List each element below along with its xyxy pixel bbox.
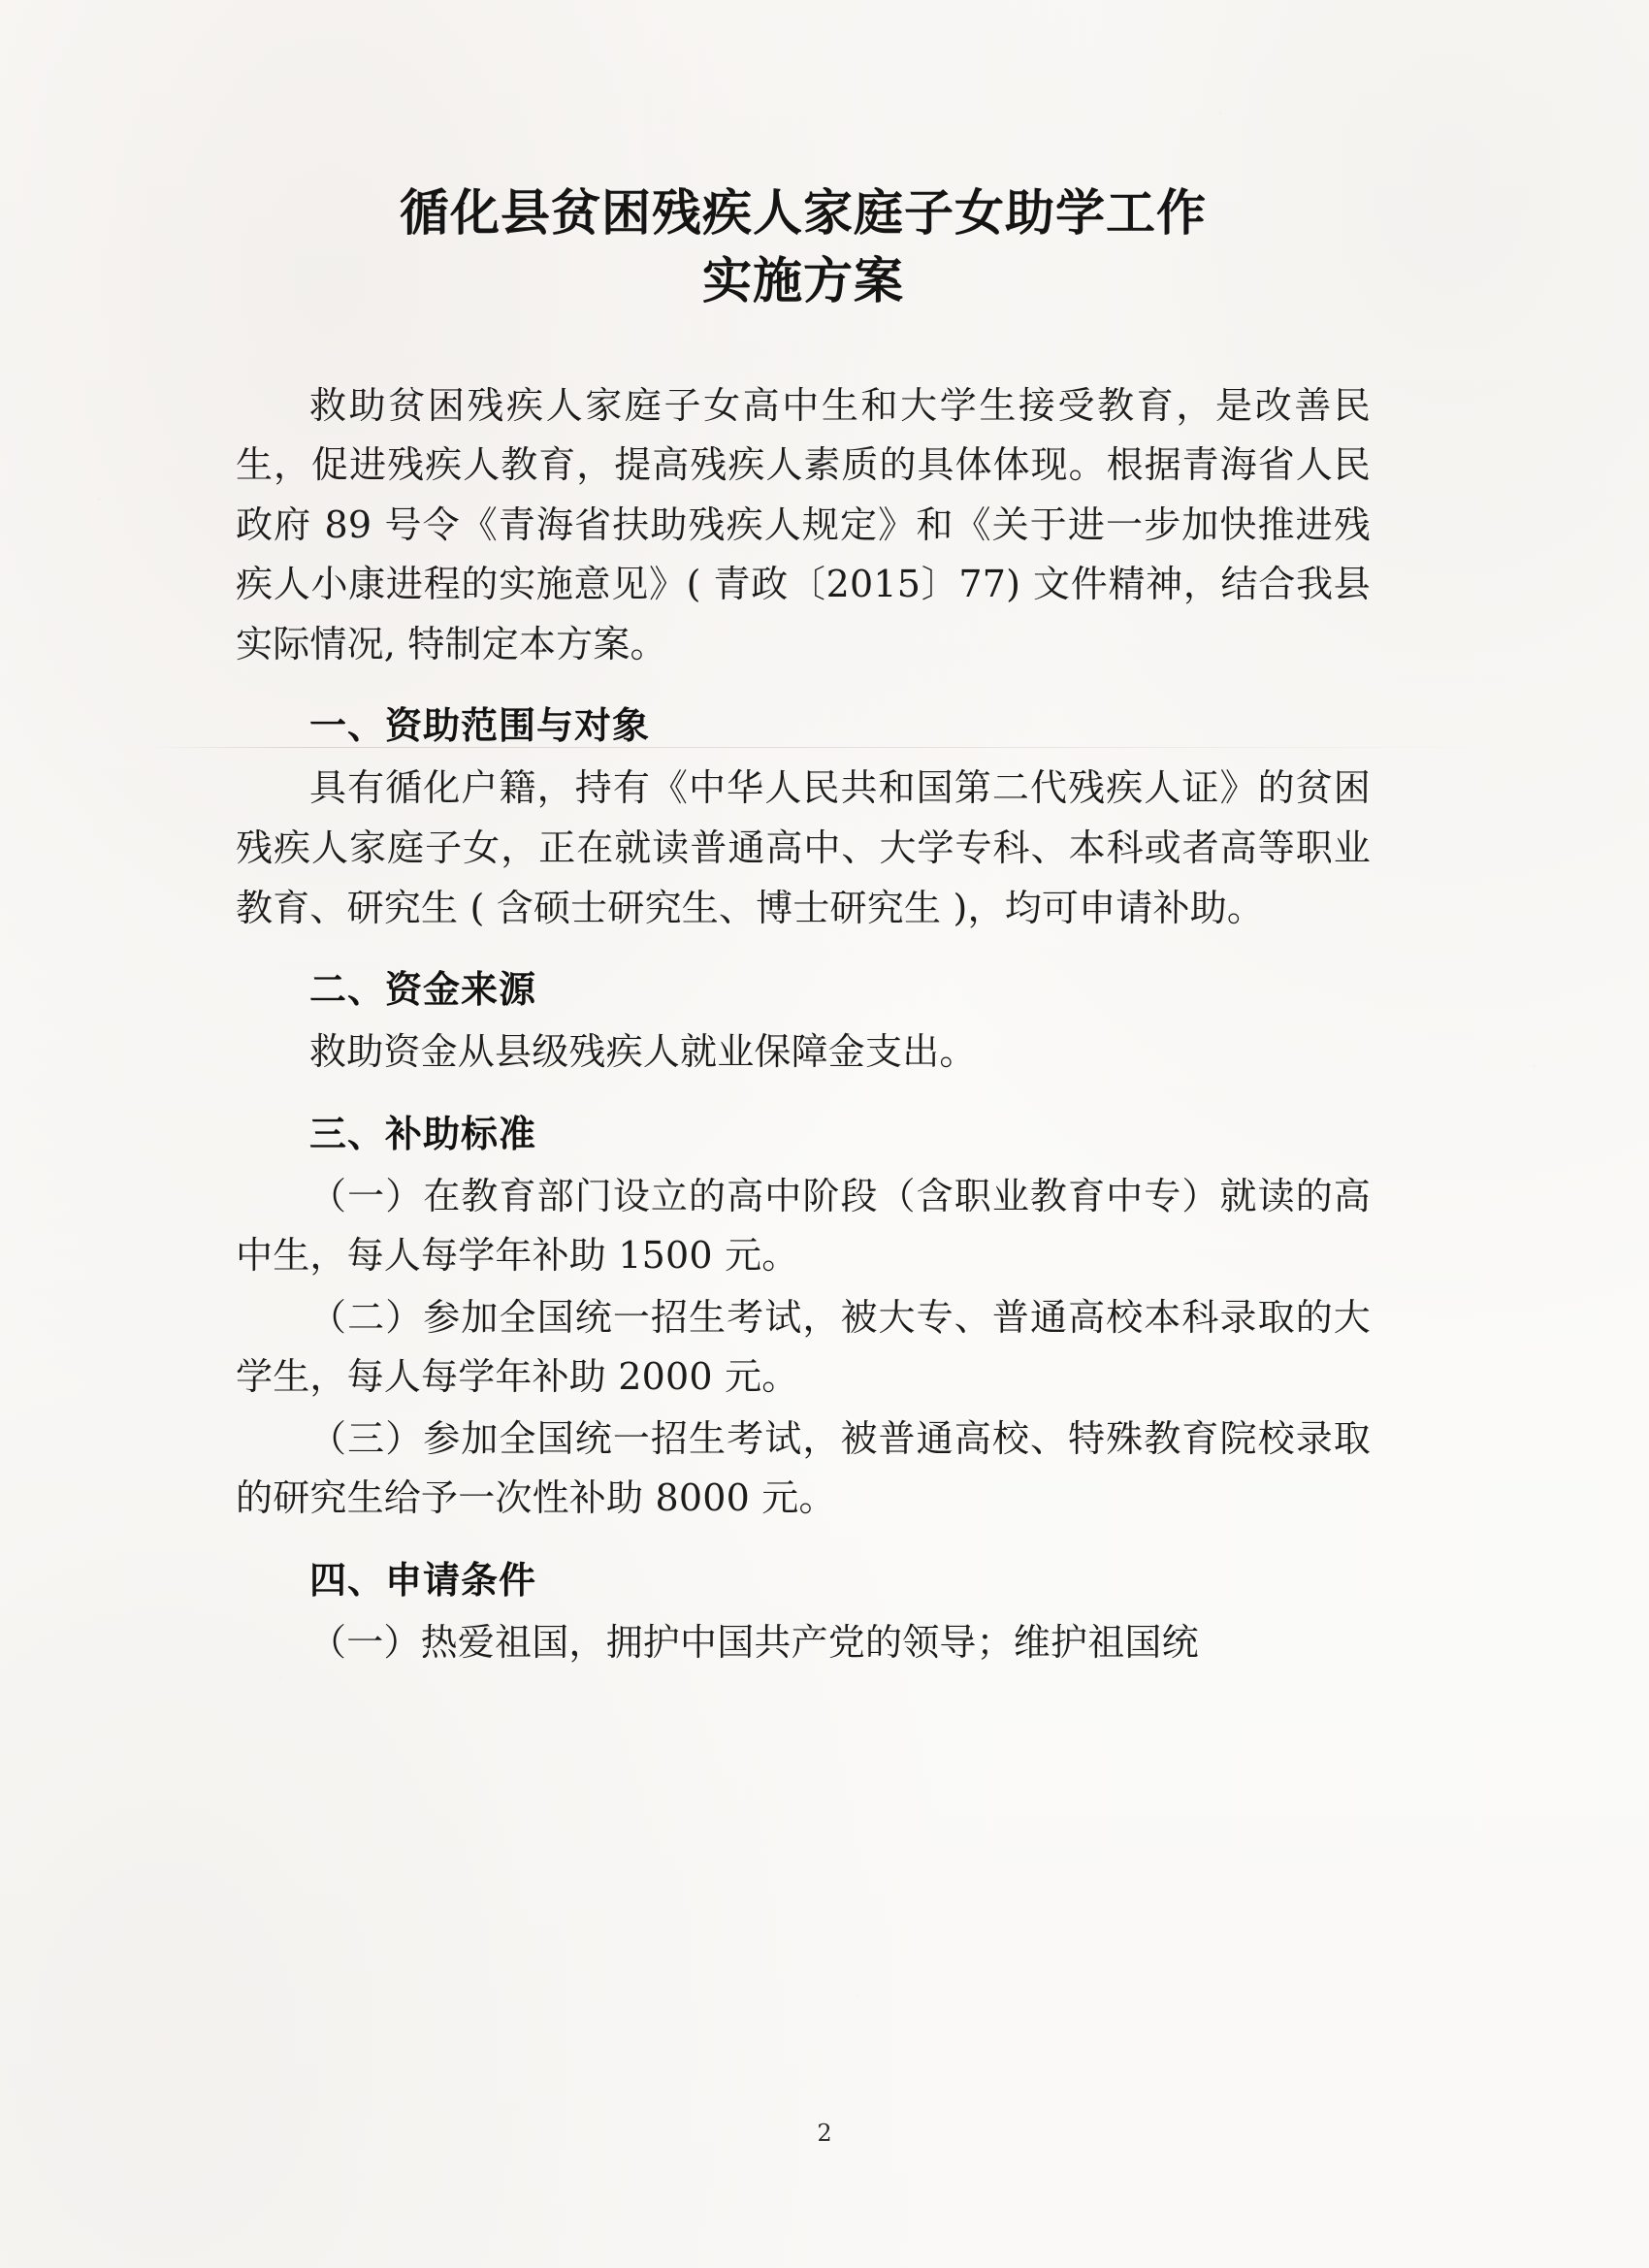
title-line-2: 实施方案 (701, 252, 904, 311)
document-content (236, 0, 1371, 1675)
section-3-paragraph-2: （二）参加全国统一招生考试，被大专、普通高校本科录取的大学生，每人每学年补助 2000 元。 (236, 1295, 1371, 1399)
page-number: 2 (817, 2120, 832, 2147)
section-1-paragraph-1: 具有循化户籍，持有《中华人民共和国第二代残疾人证》的贫困残疾人家庭子女，正在就读普通高中、大学专科、本科或者高等职业教育、研究生 ( 含硕士研究生、博士研究生 )，均可申请补助。 (236, 766, 1371, 929)
section-heading-1: 一、资助范围与对象 (309, 703, 651, 748)
section-2-paragraph-1: 救助资金从县级残疾人就业保障金支出。 (309, 1030, 977, 1074)
intro-paragraph: 救助贫困残疾人家庭子女高中生和大学生接受教育，是改善民生，促进残疾人教育，提高残疾人素质的具体体现。根据青海省人民政府 89 号令《青海省扶助残疾人规定》和《关于进一步加快推进残疾人小康进程的实施意见》( 青政〔2015〕77) 文件精神，结合我县实际情况, 特制定本方案。 (236, 383, 1371, 665)
title-line-1: 循化县贫困残疾人家庭子女助学工作 (399, 184, 1207, 243)
document-body (236, 376, 1371, 1673)
section-heading-3: 三、补助标准 (309, 1111, 537, 1155)
section-3-paragraph-3: （三）参加全国统一招生考试，被普通高校、特殊教育院校录取的研究生给予一次性补助 8000 元。 (236, 1416, 1371, 1520)
section-4-paragraph-1: （一）热爱祖国，拥护中国共产党的领导；维护祖国统 (309, 1620, 1199, 1664)
section-heading-4: 四、申请条件 (309, 1557, 537, 1602)
page-title (236, 0, 1371, 316)
section-heading-2: 二、资金来源 (309, 967, 537, 1012)
section-3-paragraph-1: （一）在教育部门设立的高中阶段（含职业教育中专）就读的高中生，每人每学年补助 1500 元。 (236, 1174, 1371, 1278)
